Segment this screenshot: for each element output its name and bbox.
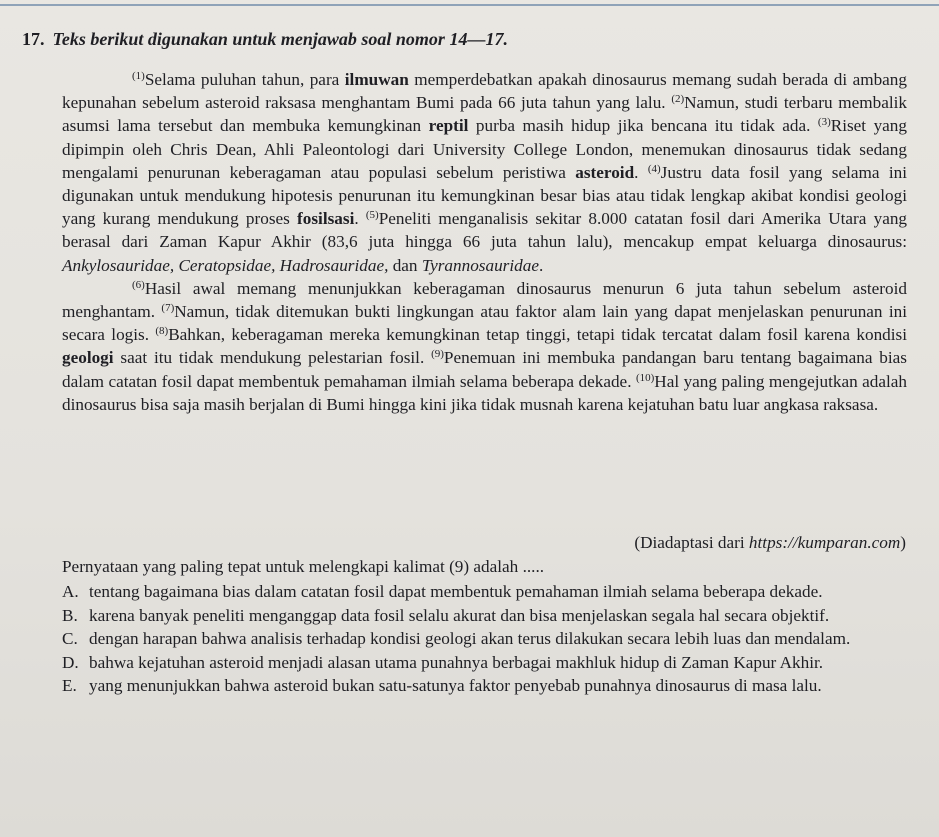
option-d[interactable] xyxy=(62,651,907,675)
sentence-text: Peneliti menganalisis sekitar 8.000 catatan fosil dari Amerika Utara yang berasal dari Zaman Kapur Akhir (83,6 juta hingga 66 juta tahun lalu), mencakup empat keluarga dinosaurus: xyxy=(62,209,908,252)
sentence-text: Penemuan ini membuka pandangan baru tentang bagaimana bias dalam catatan fosil dapat membentuk pemahaman ilmiah selama beberapa dekade. xyxy=(62,348,907,391)
sentence-text: . xyxy=(538,255,544,275)
option-b[interactable] xyxy=(62,604,907,628)
source-citation xyxy=(634,531,906,554)
sentence-marker: (2) xyxy=(671,93,685,106)
sentence-marker: (3) xyxy=(817,116,831,129)
option-letter: D. xyxy=(62,652,79,672)
sentence-marker: (7) xyxy=(161,302,175,315)
sentence-marker: (5) xyxy=(365,209,379,222)
paragraph-2 xyxy=(62,277,907,416)
sentence-text: Riset yang dipimpin oleh Chris Dean, Ahli Paleontologi dari University College London, menemukan dinosaurus tidak sedang mengalami penurunan keberagaman atau populasi sebelum peristiwa xyxy=(62,116,907,182)
option-c[interactable] xyxy=(62,627,907,651)
sentence-marker: (6) xyxy=(132,278,145,291)
sentence-marker: (10) xyxy=(635,371,655,384)
option-letter: C. xyxy=(62,629,78,649)
sentence-text: dan xyxy=(388,255,422,275)
top-divider xyxy=(0,4,939,6)
reading-passage xyxy=(62,68,907,416)
sentence-text: Namun, tidak ditemukan bukti lingkungan atau faktor alam lain yang dapat menjelaskan penurunan ini secara logis. xyxy=(62,302,907,345)
sentence-marker: (1) xyxy=(132,70,145,82)
sentence-text: Namun, studi terbaru membalik asumsi lama tersebut dan membuka kemungkinan xyxy=(62,93,907,136)
sentence-text: Hasil awal memang menunjukkan keberagaman dinosaurus menurun 6 juta tahun sebelum asteroid menghantam. xyxy=(62,278,907,322)
option-text: karena banyak peneliti menganggap data fosil selalu akurat dan bisa menjelaskan segala hal secara objektif. xyxy=(89,605,830,625)
sentence-text: . xyxy=(634,162,648,182)
sentence-text: . xyxy=(354,209,366,229)
sentence-text: memperdebatkan apakah dinosaurus memang sudah berada di ambang kepunahan sebelum asteroid raksasa menghantam Bumi pada 66 juta tahun yang lalu. xyxy=(62,70,907,113)
option-text: dengan harapan bahwa analisis terhadap kondisi geologi akan terus dilakukan secara lebih luas dan mendalam. xyxy=(89,629,851,649)
option-letter: B. xyxy=(62,605,78,625)
bold-term: geologi xyxy=(62,348,114,368)
bold-term: asteroid xyxy=(575,162,635,182)
source-url: https://kumparan.com xyxy=(748,533,901,552)
italic-term: Tyrannosauridae xyxy=(421,255,539,275)
source-suffix: ) xyxy=(900,533,906,552)
sentence-text: Bahkan, keberagaman mereka kemungkinan tetap tinggi, tetapi tidak tercatat dalam fosil karena kondisi xyxy=(168,325,908,345)
sentence-text: purba masih hidup jika bencana itu tidak ada. xyxy=(468,116,818,136)
option-a[interactable] xyxy=(62,580,907,604)
italic-term: Ankylosauridae, Ceratopsidae, Hadrosauridae, xyxy=(62,255,389,275)
paragraph-1 xyxy=(62,68,907,277)
option-text: tentang bagaimana bias dalam catatan fosil dapat membentuk pemahaman ilmiah selama beberapa dekade. xyxy=(89,582,823,601)
question-header xyxy=(22,28,922,50)
sentence-marker: (9) xyxy=(431,348,444,361)
sentence-text: Selama puluhan tahun, para xyxy=(144,70,345,89)
sentence-marker: (4) xyxy=(647,162,661,175)
sentence-marker: (8) xyxy=(155,325,169,338)
option-text: yang menunjukkan bahwa asteroid bukan satu-satunya faktor penyebab punahnya dinosaurus di masa lalu. xyxy=(89,676,822,696)
bold-term: reptil xyxy=(428,116,469,136)
option-text: bahwa kejatuhan asteroid menjadi alasan utama punahnya berbagai makhluk hidup di Zaman Kapur Akhir. xyxy=(89,652,824,672)
question-title: Teks berikut digunakan untuk menjawab soal nomor 14—17. xyxy=(52,29,508,49)
bold-term: ilmuwan xyxy=(344,70,409,89)
question-number: 17. xyxy=(22,29,45,49)
option-e[interactable] xyxy=(62,674,907,698)
sentence-text: saat itu tidak mendukung pelestarian fosil. xyxy=(113,348,432,368)
sentence-text: Justru data fosil yang selama ini digunakan untuk mendukung hipotesis penurunan itu kemungkinan besar bias atau tidak lengkap akibat kondisi geologi yang kurang mendukung proses xyxy=(62,162,907,229)
option-letter: E. xyxy=(62,676,77,696)
question-prompt: Pernyataan yang paling tepat untuk melengkapi kalimat (9) adalah ..... xyxy=(62,557,545,576)
option-letter: A. xyxy=(62,582,79,601)
answer-options xyxy=(62,580,907,698)
source-prefix: (Diadaptasi dari xyxy=(634,533,749,552)
sentence-text: Hal yang paling mengejutkan adalah dinosaurus bisa saja masih berjalan di Bumi hingga kini jika tidak musnah karena kejatuhan batu luar angkasa raksasa. xyxy=(62,371,907,414)
bold-term: fosilsasi xyxy=(297,209,355,229)
